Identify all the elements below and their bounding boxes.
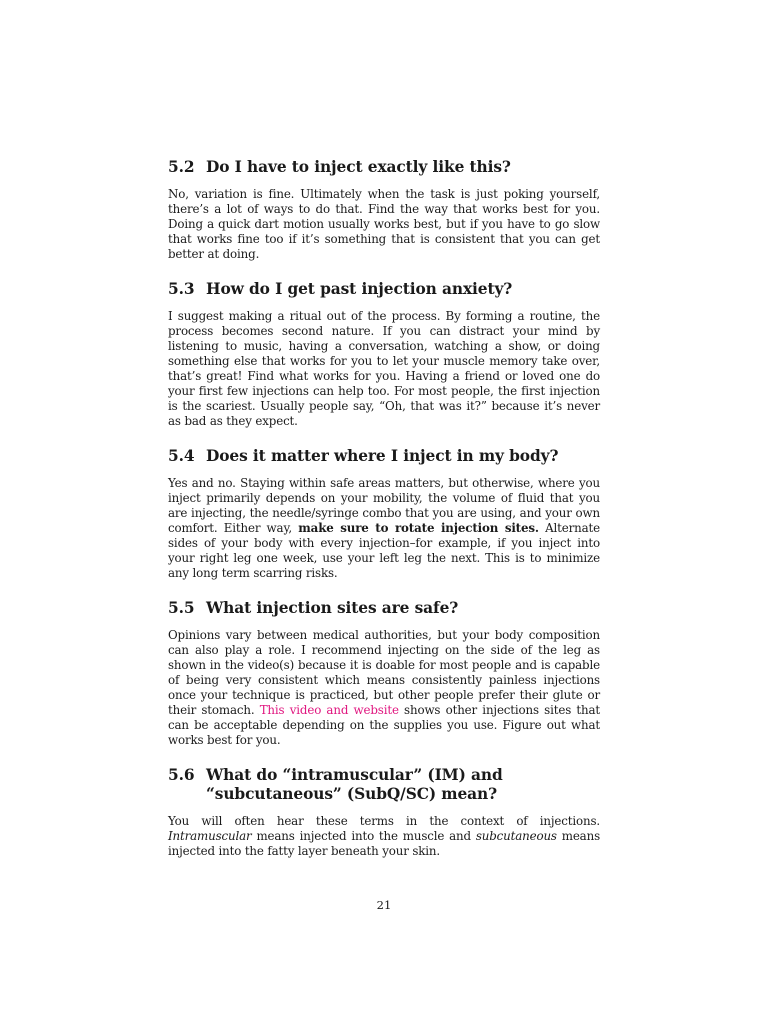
section-number: 5.2 xyxy=(168,158,195,176)
section-heading xyxy=(168,766,600,804)
section-heading xyxy=(168,158,600,177)
section-heading xyxy=(168,599,600,618)
paragraph-text: means injected into the fatty layer beneath your skin. xyxy=(168,829,600,858)
section-paragraph: No, variation is fine. Ultimately when the task is just poking yourself, there’s a lot of ways to do that. Find the way that works best for you. Doing a quick dart motion usually works best, but if you have to go slow that works fine too if it’s something that is consistent that you can get better at doing. xyxy=(168,187,600,261)
section-paragraph xyxy=(168,476,600,581)
section-heading xyxy=(168,447,600,466)
italic-term: Intramuscular xyxy=(168,829,252,843)
bold-emphasis: make sure to rotate injection sites. xyxy=(298,521,539,535)
document-page xyxy=(168,158,600,877)
section-title: What do “intramuscular” (IM) and “subcutaneous” (SubQ/SC) mean? xyxy=(206,766,503,803)
section-title: How do I get past injection anxiety? xyxy=(206,280,513,298)
video-website-link[interactable]: This video and website xyxy=(259,703,399,717)
paragraph-text: Yes and no. Staying within safe areas matters, but otherwise, where you inject primarily depends on your mobility, the volume of fluid that you are injecting, the needle/syringe combo that you are using, and your own comfort. Either way, xyxy=(168,476,600,535)
italic-term: subcutaneous xyxy=(475,829,557,843)
section-paragraph xyxy=(168,628,600,748)
section-5-4 xyxy=(168,447,600,581)
section-paragraph: I suggest making a ritual out of the process. By forming a routine, the process becomes second nature. If you can distract your mind by listening to music, having a conversation, watching a show, or doing something else that works for you to let your muscle memory take over, that’s great! Find what works for you. Having a friend or loved one do your first few injections can help too. For most people, the first injection is the scariest. Usually people say, “Oh, that was it?” because it’s never as bad as they expect. xyxy=(168,309,600,428)
page-number: 21 xyxy=(376,898,392,912)
section-5-2 xyxy=(168,158,600,262)
paragraph-text: Alternate sides of your body with every injection–for example, if you inject into your right leg one week, use your left leg the next. This is to minimize any long term scarring risks. xyxy=(168,521,601,580)
section-paragraph xyxy=(168,814,600,859)
paragraph-text: Opinions vary between medical authorities, but your body composition can also play a role. I recommend injecting on the side of the leg as shown in the video(s) because it is doable for most people and is capable of being very consistent which means consistently painless injections once your technique is practiced, but other people prefer their glute or their stomach. xyxy=(168,628,600,717)
paragraph-text: means injected into the muscle and xyxy=(251,829,476,843)
section-5-5 xyxy=(168,599,600,748)
section-title: Do I have to inject exactly like this? xyxy=(206,158,511,176)
section-5-6 xyxy=(168,766,600,859)
section-5-3 xyxy=(168,280,600,429)
section-number: 5.6 xyxy=(168,766,195,784)
section-number: 5.4 xyxy=(168,447,195,465)
paragraph-text: shows other injections sites that can be acceptable depending on the supplies you use. Figure out what works best for you. xyxy=(168,703,600,747)
section-number: 5.5 xyxy=(168,599,195,617)
section-title: Does it matter where I inject in my body? xyxy=(206,447,559,465)
section-heading xyxy=(168,280,600,299)
section-number: 5.3 xyxy=(168,280,195,298)
section-title: What injection sites are safe? xyxy=(206,599,459,617)
paragraph-text: You will often hear these terms in the context of injections. xyxy=(168,814,600,828)
